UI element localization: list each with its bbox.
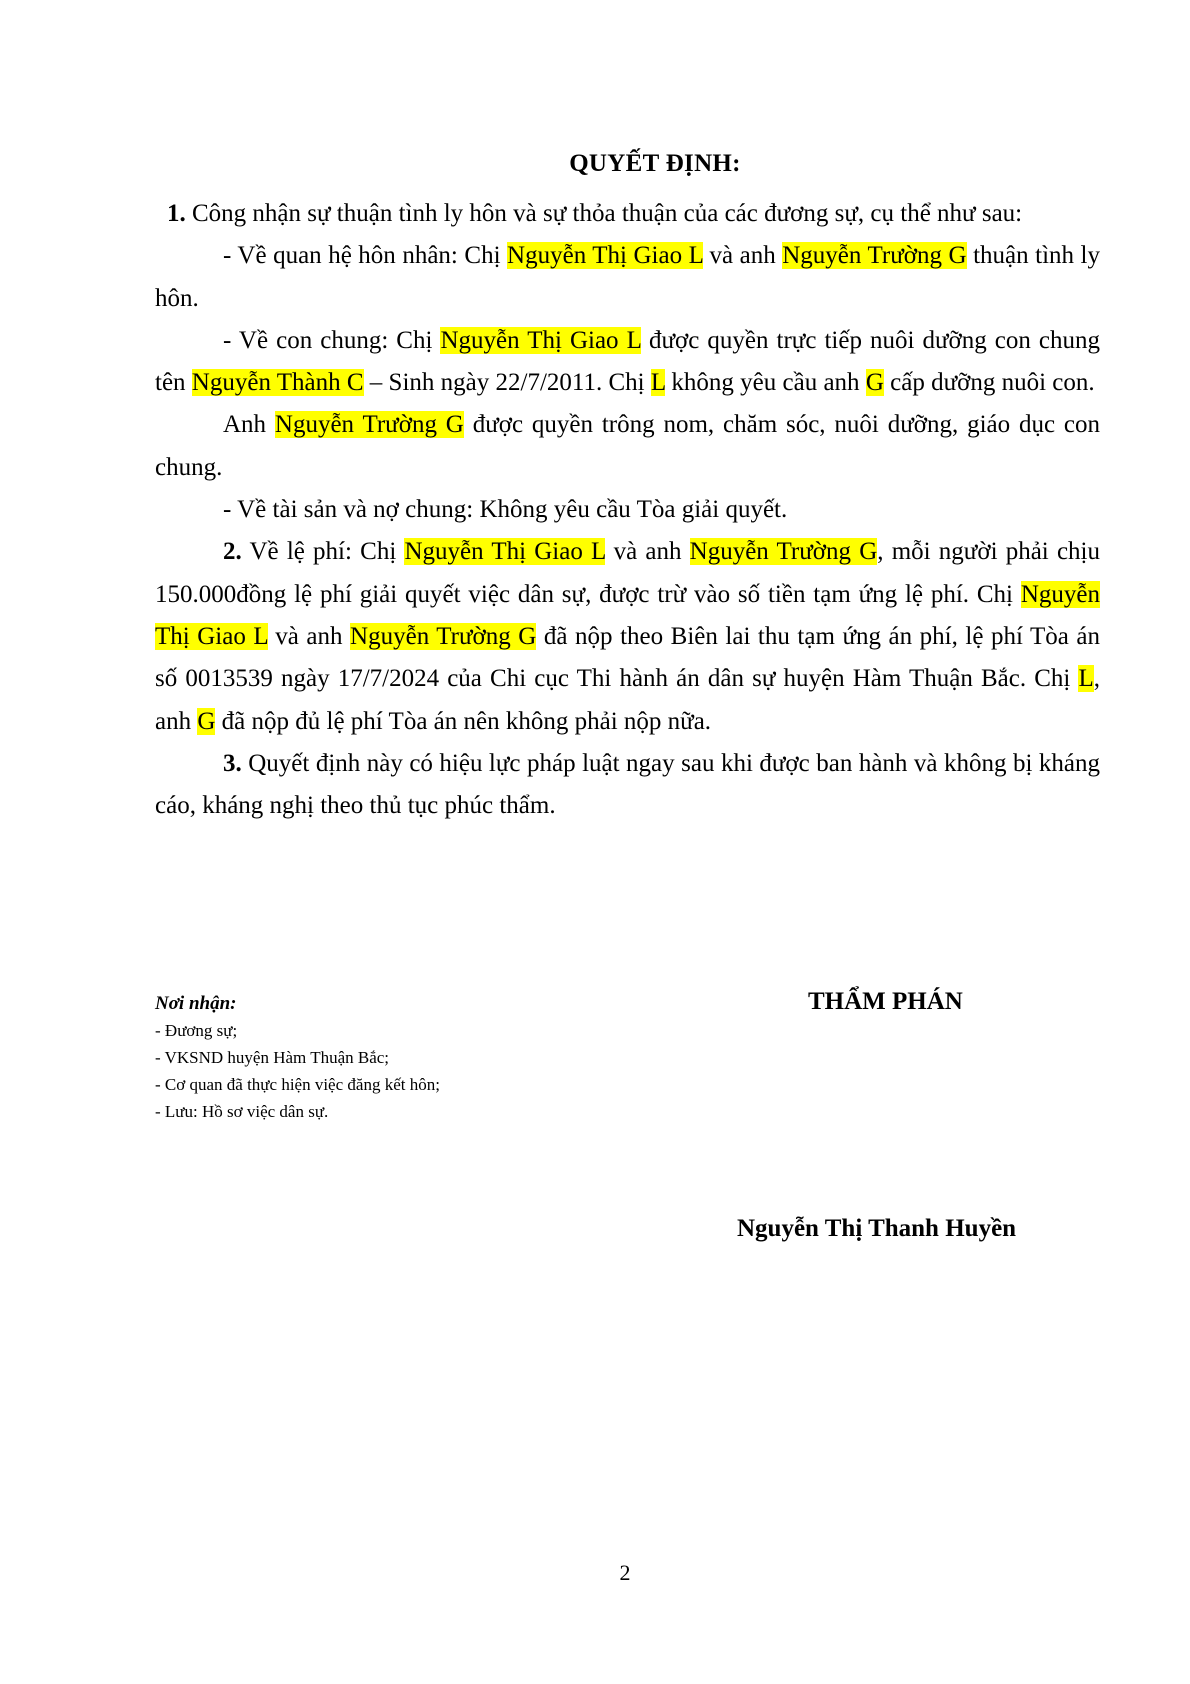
item-1-paragraph bbox=[155, 193, 1100, 235]
highlighted-name: Nguyễn Thị Giao L bbox=[440, 326, 641, 354]
marriage-paragraph bbox=[155, 235, 1100, 320]
page-number: 2 bbox=[619, 1560, 631, 1585]
child-text: được quyền trực tiếp nuôi dưỡng con chung tên bbox=[155, 326, 1100, 397]
item-2-number: 2. bbox=[223, 538, 242, 566]
recipient-line: - Đương sự; bbox=[155, 1021, 238, 1040]
highlighted-name: L bbox=[1078, 665, 1094, 693]
decision-heading: QUYẾT ĐỊNH: bbox=[569, 150, 741, 177]
decision-body bbox=[155, 193, 1100, 827]
item-1-text: Công nhận sự thuận tình ly hôn và sự thỏa thuận của các đương sự, cụ thể như sau: bbox=[185, 200, 1023, 227]
child-suffix: cấp dưỡng nuôi con. bbox=[883, 369, 1095, 397]
property-paragraph: - Về tài sản và nợ chung: Không yêu cầu Tòa giải quyết. bbox=[223, 496, 788, 524]
item-2-text: đã nộp đủ lệ phí Tòa án nên không phải nộp nữa. bbox=[215, 707, 712, 735]
judge-title: THẨM PHÁN bbox=[808, 988, 963, 1015]
item-3-paragraph bbox=[155, 743, 1100, 828]
child-prefix: - Về con chung: Chị bbox=[223, 326, 441, 354]
marriage-mid: và anh bbox=[702, 242, 783, 270]
highlighted-name: G bbox=[865, 369, 884, 397]
child-text: – Sinh ngày 22/7/2011. Chị bbox=[363, 369, 651, 397]
recipient-line: - Cơ quan đã thực hiện việc đăng kết hôn; bbox=[155, 1075, 440, 1094]
judge-name: Nguyễn Thị Thanh Huyền bbox=[737, 1215, 1017, 1242]
item-2-text: Về lệ phí: Chị bbox=[241, 538, 405, 566]
item-2-text: đã nộp theo Biên lai thu tạm ứng án phí, lệ phí Tòa án số 0013539 ngày 17/7/2024 của Chi cục Thi hành án dân sự huyện Hàm Thuận Bắc. Chị bbox=[155, 622, 1101, 693]
child-paragraph bbox=[155, 320, 1100, 405]
item-3-number: 3. bbox=[223, 749, 242, 777]
recipient-line: - VKSND huyện Hàm Thuận Bắc; bbox=[155, 1048, 390, 1067]
item-2-paragraph bbox=[155, 531, 1100, 742]
item-2-text: và anh bbox=[267, 622, 351, 650]
visitation-suffix: được quyền trông nom, chăm sóc, nuôi dưỡng, giáo dục con chung. bbox=[155, 411, 1100, 481]
recipient-line: - Lưu: Hồ sơ việc dân sự. bbox=[155, 1102, 329, 1121]
highlighted-name: Nguyễn Trường G bbox=[274, 411, 464, 439]
item-1-number: 1. bbox=[167, 200, 186, 227]
child-text: không yêu cầu anh bbox=[665, 369, 866, 397]
recipients-block bbox=[155, 990, 655, 1125]
highlighted-name: L bbox=[650, 369, 666, 397]
highlighted-name: Nguyễn Trường G bbox=[689, 538, 878, 566]
highlighted-name: Nguyễn Thị Giao L bbox=[404, 538, 606, 566]
visitation-prefix: Anh bbox=[223, 411, 275, 439]
highlighted-name: Nguyễn Thị Giao L bbox=[155, 580, 1100, 650]
item-2-text: , anh bbox=[155, 665, 1100, 735]
item-3-text: Quyết định này có hiệu lực pháp luật ngay sau khi được ban hành và không bị kháng cáo, kháng nghị theo thủ tục phúc thẩm. bbox=[155, 749, 1100, 820]
highlighted-name: Nguyễn Thị Giao L bbox=[507, 242, 703, 270]
highlighted-name: G bbox=[197, 707, 216, 735]
marriage-prefix: - Về quan hệ hôn nhân: Chị bbox=[223, 242, 508, 270]
item-2-text: và anh bbox=[605, 538, 690, 566]
item-2-text: , mỗi người phải chịu 150.000đồng lệ phí giải quyết việc dân sự, được trừ vào số tiền tạm ứng lệ phí. Chị bbox=[155, 538, 1100, 608]
highlighted-name: Nguyễn Trường G bbox=[350, 622, 537, 650]
highlighted-name: Nguyễn Thành C bbox=[191, 369, 364, 397]
marriage-suffix: thuận tình ly hôn. bbox=[155, 242, 1100, 312]
recipients-title: Nơi nhận: bbox=[155, 993, 237, 1014]
visitation-paragraph bbox=[155, 404, 1100, 489]
highlighted-name: Nguyễn Trường G bbox=[782, 242, 967, 270]
